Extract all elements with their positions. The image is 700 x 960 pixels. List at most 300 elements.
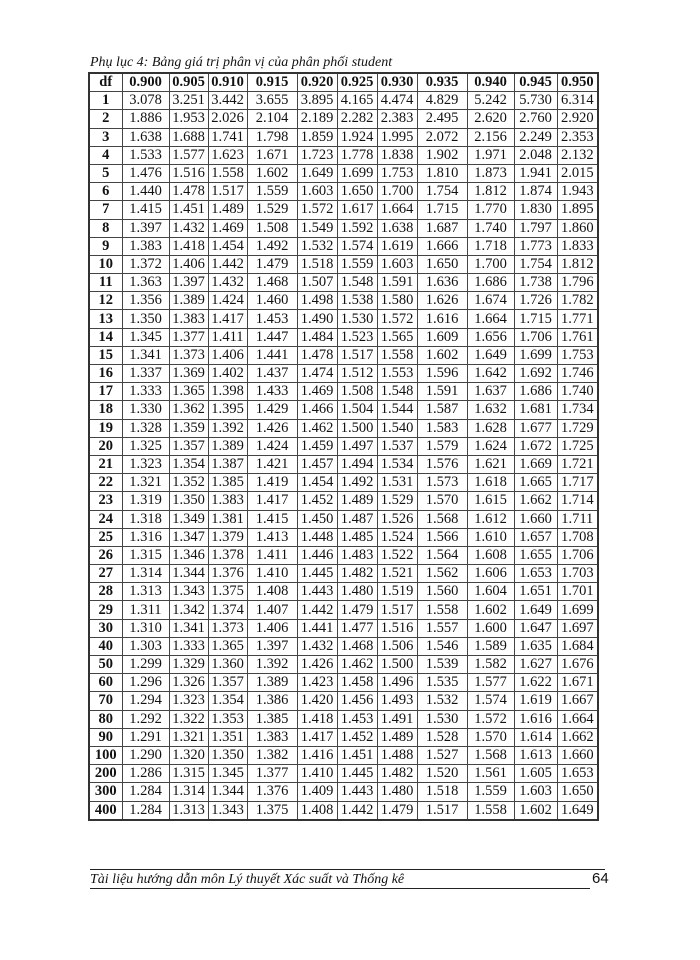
quantile-cell: 1.602 [514,801,557,820]
quantile-cell: 1.610 [467,528,514,546]
df-cell: 20 [89,437,122,455]
quantile-cell: 1.417 [208,310,247,328]
quantile-cell: 1.437 [247,365,297,383]
quantile-cell: 1.314 [122,565,169,583]
quantile-cell: 5.242 [467,92,514,110]
quantile-cell: 1.469 [297,383,337,401]
quantile-cell: 1.447 [247,328,297,346]
quantile-cell: 1.700 [377,183,417,201]
quantile-cell: 1.382 [247,746,297,764]
table-row [89,128,598,146]
quantile-cell: 1.530 [337,310,377,328]
quantile-cell: 1.333 [122,383,169,401]
quantile-cell: 1.452 [337,728,377,746]
quantile-cell: 1.619 [514,692,557,710]
table-row [89,637,598,655]
quantile-cell: 1.347 [169,528,208,546]
quantile-cell: 1.323 [122,455,169,473]
quantile-cell: 3.251 [169,92,208,110]
quantile-cell: 1.572 [377,310,417,328]
quantile-cell: 1.544 [377,401,417,419]
quantile-cell: 1.667 [557,692,598,710]
quantile-cell: 1.375 [208,583,247,601]
quantile-cell: 1.398 [208,383,247,401]
quantile-cell: 3.655 [247,92,297,110]
quantile-cell: 1.299 [122,656,169,674]
quantile-cell: 1.941 [514,164,557,182]
quantile-cell: 1.432 [208,274,247,292]
quantile-cell: 1.812 [557,255,598,273]
quantile-cell: 1.445 [297,565,337,583]
quantile-cell: 1.482 [337,565,377,583]
quantile-cell: 1.376 [247,783,297,801]
quantile-cell: 1.315 [122,546,169,564]
quantile-cell: 1.623 [208,146,247,164]
quantile-cell: 1.740 [557,383,598,401]
quantile-cell: 1.676 [557,656,598,674]
quantile-cell: 1.753 [557,346,598,364]
quantile-cell: 2.132 [557,146,598,164]
df-cell: 24 [89,510,122,528]
quantile-cell: 1.383 [169,310,208,328]
quantile-cell: 1.703 [557,565,598,583]
table-row [89,110,598,128]
quantile-cell: 1.726 [514,292,557,310]
quantile-cell: 1.333 [169,637,208,655]
quantile-cell: 1.602 [247,164,297,182]
quantile-cell: 1.532 [417,692,467,710]
quantile-cell: 1.606 [467,565,514,583]
quantile-cell: 1.524 [377,528,417,546]
quantile-cell: 1.723 [297,146,337,164]
quantile-cell: 1.708 [557,528,598,546]
df-cell: 18 [89,401,122,419]
quantile-cell: 1.432 [297,637,337,655]
quantile-cell: 1.397 [169,274,208,292]
quantile-cell: 1.796 [557,274,598,292]
df-cell: 26 [89,546,122,564]
quantile-cell: 1.632 [467,401,514,419]
quantile-cell: 1.383 [122,237,169,255]
table-row [89,183,598,201]
quantile-cell: 1.458 [337,674,377,692]
quantile-cell: 1.714 [557,492,598,510]
df-cell: 6 [89,183,122,201]
quantile-cell: 1.583 [417,419,467,437]
quantile-cell: 1.746 [557,365,598,383]
quantile-cell: 1.320 [169,746,208,764]
quantile-cell: 1.971 [467,146,514,164]
quantile-cell: 1.487 [337,510,377,528]
quantile-cell: 1.517 [208,183,247,201]
quantile-cell: 1.715 [514,310,557,328]
quantile-cell: 1.650 [557,783,598,801]
quantile-cell: 1.627 [514,656,557,674]
quantile-cell: 1.684 [557,637,598,655]
quantile-cell: 1.664 [377,201,417,219]
quantile-cell: 1.303 [122,637,169,655]
quantile-cell: 1.572 [467,710,514,728]
quantile-cell: 1.316 [122,528,169,546]
quantile-cell: 1.995 [377,128,417,146]
df-cell: 15 [89,346,122,364]
quantile-cell: 1.373 [208,619,247,637]
quantile-cell: 1.383 [208,492,247,510]
quantile-cell: 1.655 [514,546,557,564]
quantile-cell: 1.508 [247,219,297,237]
quantile-cell: 1.529 [377,492,417,510]
quantile-cell: 1.517 [337,346,377,364]
quantile-cell: 1.574 [467,692,514,710]
df-cell: 21 [89,455,122,473]
table-row [89,219,598,237]
quantile-cell: 1.378 [208,546,247,564]
quantile-cell: 1.570 [467,728,514,746]
quantile-cell: 1.697 [557,619,598,637]
quantile-cell: 2.015 [557,164,598,182]
quantile-cell: 1.770 [467,201,514,219]
quantile-cell: 1.706 [557,546,598,564]
quantile-cell: 1.603 [514,783,557,801]
quantile-cell: 1.337 [122,365,169,383]
quantile-cell: 1.582 [467,656,514,674]
quantile-cell: 1.662 [514,492,557,510]
df-cell: 3 [89,128,122,146]
quantile-cell: 1.462 [337,656,377,674]
quantile-cell: 1.657 [514,528,557,546]
quantile-cell: 1.558 [208,164,247,182]
table-row [89,583,598,601]
quantile-cell: 1.528 [417,728,467,746]
quantile-cell: 1.468 [337,637,377,655]
quantile-cell: 1.459 [297,437,337,455]
column-header: 0.925 [337,73,377,92]
quantile-cell: 1.662 [557,728,598,746]
quantile-cell: 1.417 [247,492,297,510]
quantile-cell: 1.474 [297,365,337,383]
quantile-cell: 1.773 [514,237,557,255]
quantile-cell: 1.591 [417,383,467,401]
quantile-cell: 1.496 [377,674,417,692]
quantile-cell: 6.314 [557,92,598,110]
table-row [89,674,598,692]
quantile-cell: 1.520 [417,765,467,783]
quantile-cell: 1.506 [377,637,417,655]
quantile-cell: 1.651 [514,583,557,601]
quantile-cell: 1.453 [247,310,297,328]
quantile-cell: 1.559 [337,255,377,273]
quantile-cell: 1.649 [297,164,337,182]
table-row [89,601,598,619]
table-row [89,692,598,710]
quantile-cell: 1.529 [247,201,297,219]
quantile-cell: 1.291 [122,728,169,746]
quantile-cell: 1.389 [208,437,247,455]
table-row [89,310,598,328]
quantile-cell: 1.647 [514,619,557,637]
column-header: 0.950 [557,73,598,92]
quantile-cell: 1.284 [122,801,169,820]
quantile-cell: 1.418 [297,710,337,728]
quantile-cell: 1.482 [377,765,417,783]
quantile-cell: 1.321 [169,728,208,746]
quantile-cell: 1.686 [514,383,557,401]
quantile-cell: 2.620 [467,110,514,128]
quantile-cell: 1.638 [122,128,169,146]
quantile-cell: 1.466 [297,401,337,419]
table-row [89,274,598,292]
quantile-cell: 1.669 [514,455,557,473]
quantile-cell: 1.516 [377,619,417,637]
quantile-cell: 1.553 [377,365,417,383]
df-cell: 9 [89,237,122,255]
quantile-cell: 1.577 [169,146,208,164]
quantile-cell: 1.365 [208,637,247,655]
quantile-cell: 1.700 [467,255,514,273]
column-header: 0.940 [467,73,514,92]
quantile-cell: 1.408 [297,801,337,820]
quantile-cell: 1.671 [557,674,598,692]
quantile-cell: 1.532 [297,237,337,255]
quantile-cell: 1.717 [557,474,598,492]
quantile-cell: 1.596 [417,365,467,383]
quantile-cell: 1.492 [337,474,377,492]
quantile-cell: 1.460 [247,292,297,310]
column-header: 0.900 [122,73,169,92]
quantile-cell: 1.660 [514,510,557,528]
quantile-cell: 1.734 [557,401,598,419]
quantile-cell: 1.420 [297,692,337,710]
quantile-cell: 2.383 [377,110,417,128]
quantile-cell: 1.385 [208,474,247,492]
quantile-cell: 1.540 [377,419,417,437]
quantile-cell: 1.576 [417,455,467,473]
quantile-cell: 1.318 [122,510,169,528]
quantile-cell: 1.527 [417,746,467,764]
quantile-cell: 1.418 [169,237,208,255]
quantile-cell: 1.653 [514,565,557,583]
df-cell: 5 [89,164,122,182]
quantile-cell: 1.353 [208,710,247,728]
column-header: 0.935 [417,73,467,92]
quantile-cell: 1.656 [467,328,514,346]
df-cell: 7 [89,201,122,219]
quantile-cell: 1.421 [247,455,297,473]
quantile-cell: 1.609 [417,328,467,346]
quantile-cell: 1.453 [337,710,377,728]
quantile-cell: 1.574 [337,237,377,255]
quantile-cell: 1.619 [377,237,417,255]
quantile-cell: 1.494 [337,455,377,473]
quantile-cell: 1.517 [377,601,417,619]
quantile-cell: 1.565 [377,328,417,346]
quantile-cell: 1.365 [169,383,208,401]
quantile-cell: 1.608 [467,546,514,564]
quantile-cell: 1.671 [247,146,297,164]
quantile-cell: 1.383 [247,728,297,746]
quantile-cell: 1.489 [377,728,417,746]
quantile-cell: 1.530 [417,710,467,728]
table-row [89,565,598,583]
quantile-cell: 1.613 [514,746,557,764]
quantile-cell: 1.489 [208,201,247,219]
quantile-cell: 1.650 [417,255,467,273]
quantile-cell: 1.442 [297,601,337,619]
quantile-cell: 1.330 [122,401,169,419]
quantile-cell: 1.621 [467,455,514,473]
df-cell: 22 [89,474,122,492]
quantile-cell: 2.760 [514,110,557,128]
quantile-cell: 1.346 [169,546,208,564]
df-cell: 29 [89,601,122,619]
quantile-cell: 1.407 [247,601,297,619]
quantile-cell: 1.548 [377,383,417,401]
quantile-cell: 1.568 [417,510,467,528]
quantile-cell: 1.492 [247,237,297,255]
quantile-cell: 1.341 [169,619,208,637]
quantile-cell: 1.326 [169,674,208,692]
quantile-cell: 1.359 [169,419,208,437]
quantile-cell: 1.522 [377,546,417,564]
quantile-cell: 1.873 [467,164,514,182]
quantile-cell: 1.397 [247,637,297,655]
quantile-cell: 1.379 [208,528,247,546]
quantile-cell: 1.392 [208,419,247,437]
quantile-cell: 1.628 [467,419,514,437]
quantile-cell: 1.416 [297,746,337,764]
quantile-cell: 1.711 [557,510,598,528]
quantile-cell: 1.314 [169,783,208,801]
quantile-cell: 1.478 [169,183,208,201]
quantile-cell: 1.539 [417,656,467,674]
df-cell: 23 [89,492,122,510]
table-row [89,383,598,401]
df-cell: 17 [89,383,122,401]
table-row [89,746,598,764]
quantile-cell: 1.350 [169,492,208,510]
quantile-cell: 1.531 [377,474,417,492]
quantile-cell: 1.603 [297,183,337,201]
page-number: 64 [592,870,609,887]
quantile-cell: 1.397 [122,219,169,237]
quantile-cell: 1.451 [337,746,377,764]
quantile-cell: 2.495 [417,110,467,128]
quantile-cell: 1.349 [169,510,208,528]
quantile-cell: 3.442 [208,92,247,110]
quantile-cell: 1.859 [297,128,337,146]
quantile-cell: 1.344 [208,783,247,801]
table-row [89,546,598,564]
column-header-df: df [89,73,122,92]
quantile-cell: 1.387 [208,455,247,473]
quantile-cell: 1.902 [417,146,467,164]
quantile-cell: 1.450 [297,510,337,528]
quantile-cell: 1.516 [169,164,208,182]
quantile-cell: 1.537 [377,437,417,455]
df-cell: 90 [89,728,122,746]
quantile-cell: 1.729 [557,419,598,437]
quantile-cell: 1.284 [122,783,169,801]
quantile-cell: 1.448 [297,528,337,546]
quantile-cell: 1.356 [122,292,169,310]
quantile-cell: 4.165 [337,92,377,110]
quantile-cell: 1.410 [297,765,337,783]
quantile-cell: 1.500 [377,656,417,674]
quantile-cell: 1.518 [417,783,467,801]
quantile-cell: 1.626 [417,292,467,310]
table-row [89,656,598,674]
quantile-cell: 1.452 [297,492,337,510]
quantile-cell: 1.440 [122,183,169,201]
quantile-cell: 1.477 [337,619,377,637]
quantile-cell: 1.392 [247,656,297,674]
quantile-cell: 1.666 [417,237,467,255]
quantile-cell: 1.479 [377,801,417,820]
table-row [89,455,598,473]
quantile-cell: 1.476 [122,164,169,182]
quantile-cell: 1.415 [247,510,297,528]
table-row [89,346,598,364]
quantile-cell: 1.357 [169,437,208,455]
quantile-cell: 1.810 [417,164,467,182]
quantile-cell: 1.664 [467,310,514,328]
quantile-cell: 1.660 [557,746,598,764]
quantile-cell: 1.389 [169,292,208,310]
footer-underline [90,888,590,889]
quantile-cell: 1.603 [377,255,417,273]
quantile-cell: 1.454 [297,474,337,492]
quantile-cell: 1.406 [208,346,247,364]
df-cell: 50 [89,656,122,674]
quantile-cell: 1.325 [122,437,169,455]
quantile-cell: 2.353 [557,128,598,146]
df-cell: 16 [89,365,122,383]
quantile-cell: 1.372 [122,255,169,273]
quantile-cell: 1.500 [337,419,377,437]
quantile-cell: 1.562 [417,565,467,583]
quantile-cell: 1.411 [247,546,297,564]
quantile-cell: 1.385 [247,710,297,728]
table-row [89,783,598,801]
quantile-cell: 1.415 [122,201,169,219]
quantile-cell: 2.156 [467,128,514,146]
quantile-cell: 2.048 [514,146,557,164]
quantile-cell: 1.445 [337,765,377,783]
quantile-cell: 1.408 [247,583,297,601]
quantile-cell: 1.294 [122,692,169,710]
quantile-cell: 1.558 [377,346,417,364]
df-cell: 2 [89,110,122,128]
quantile-cell: 2.104 [247,110,297,128]
df-cell: 4 [89,146,122,164]
quantile-cell: 1.754 [417,183,467,201]
quantile-cell: 2.249 [514,128,557,146]
quantile-cell: 1.649 [467,346,514,364]
quantile-cell: 1.798 [247,128,297,146]
quantile-cell: 1.557 [417,619,467,637]
quantile-cell: 3.895 [297,92,337,110]
quantile-cell: 1.548 [337,274,377,292]
quantile-cell: 1.860 [557,219,598,237]
quantile-cell: 1.442 [337,801,377,820]
quantile-cell: 1.454 [208,237,247,255]
quantile-cell: 1.564 [417,546,467,564]
quantile-cell: 1.886 [122,110,169,128]
quantile-cell: 1.753 [377,164,417,182]
quantile-cell: 1.624 [467,437,514,455]
quantile-cell: 1.591 [377,274,417,292]
quantile-cell: 1.558 [467,801,514,820]
